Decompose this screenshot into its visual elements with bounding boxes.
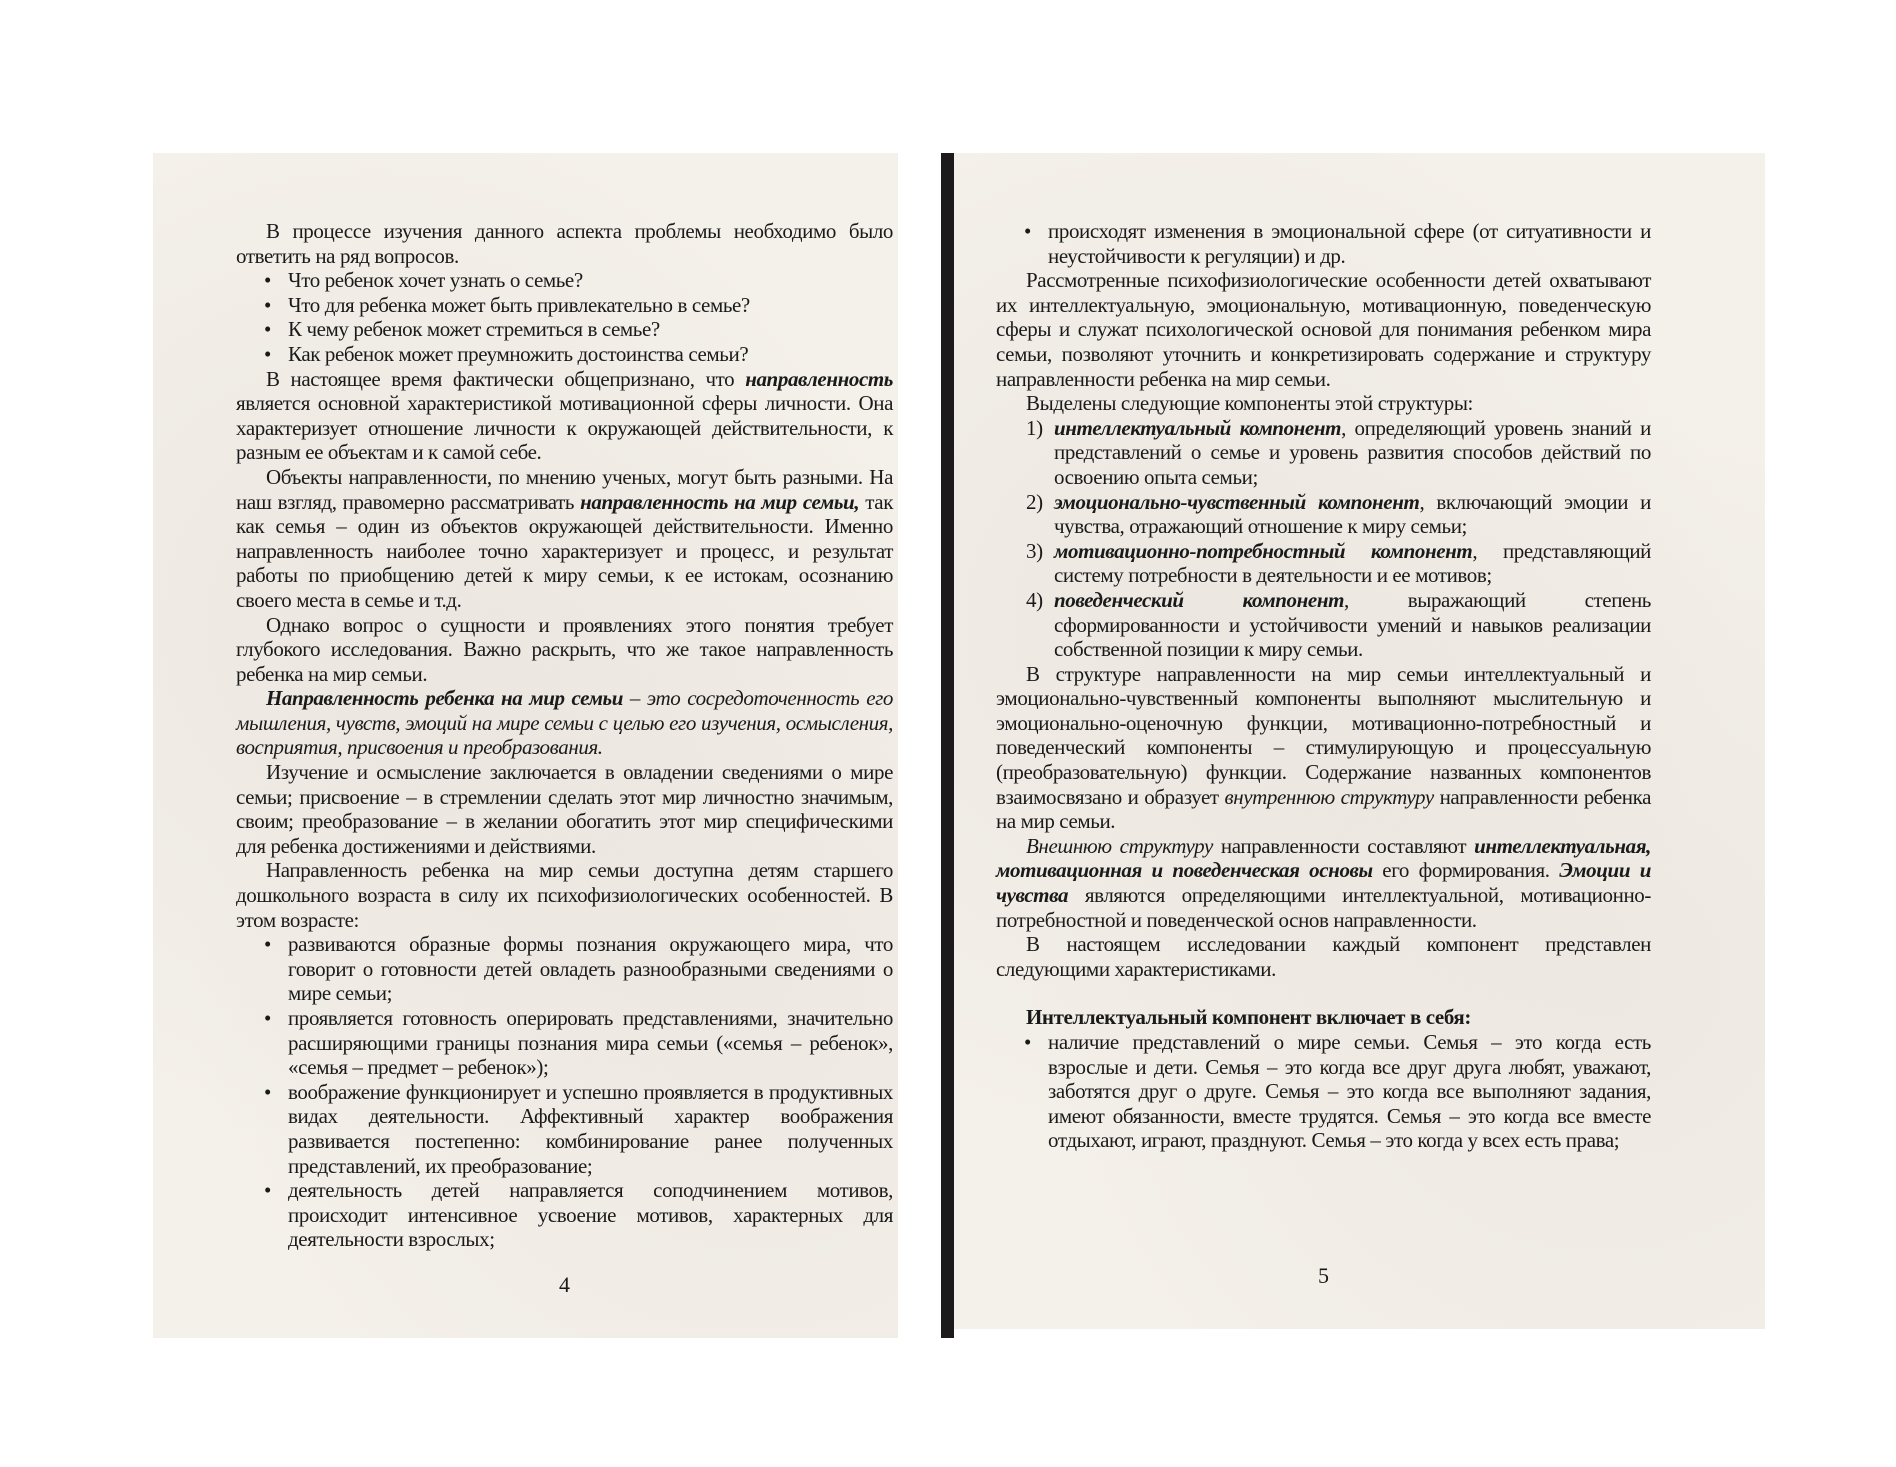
book-spine bbox=[941, 153, 954, 1338]
emphasized-term: направленность bbox=[745, 366, 893, 391]
text-run: являются определяющими интеллектуальной, мотивационно-потребностной и поведенческой основ направленности. bbox=[996, 883, 1651, 932]
numbered-item bbox=[996, 588, 1651, 662]
numbered-item bbox=[996, 539, 1651, 588]
list-number: 1) bbox=[1026, 415, 1043, 440]
text-run: воображение функционирует и успешно проявляется в продуктивных видах деятельности. Аффективный характер воображения развивается постепенно: комбинирование ранее полученных представлений, их преобразование; bbox=[288, 1079, 893, 1178]
paragraph bbox=[236, 760, 893, 858]
text-run: В процессе изучения данного аспекта проблемы необходимо было ответить на ряд вопросов. bbox=[236, 219, 893, 268]
emphasized-term: интеллектуальный компонент bbox=[1054, 415, 1342, 440]
text-run: Интеллектуальный компонент включает в себя: bbox=[1026, 1005, 1471, 1030]
bullet-icon: • bbox=[264, 1006, 271, 1030]
numbered-item bbox=[996, 490, 1651, 539]
text-run: проявляется готовность оперировать представлениями, значительно расширяющими границы познания мира семьи («семья – ребенок», «семья – предмет – ребенок»); bbox=[288, 1006, 893, 1080]
emphasized-term: мотивационно-потребностный компонент bbox=[1054, 538, 1473, 563]
paragraph bbox=[236, 219, 893, 268]
text-run: , выражающий степень сформированности и устойчивости умений и навыков реализации собственной позиции к миру семьи. bbox=[1054, 587, 1651, 662]
list-number: 2) bbox=[1026, 489, 1043, 514]
text-run: направленности составляют bbox=[1212, 833, 1475, 858]
bullet-icon: • bbox=[264, 932, 271, 957]
text-run: является основной характеристикой мотивационной сферы личности. Она характеризует отношение личности к окружающей действительности, к разным ее объектам и к самой себе. bbox=[236, 391, 893, 465]
text-run: Направленность ребенка на мир семьи доступна детям старшего дошкольного возраста в силу их психофизиологических особенностей. В этом возрасте: bbox=[236, 858, 893, 932]
paragraph bbox=[236, 367, 893, 465]
bullet-item bbox=[996, 219, 1651, 268]
text-run: Как ребенок может преумножить достоинства семьи? bbox=[288, 341, 749, 366]
bullet-item bbox=[236, 1178, 893, 1252]
bullet-icon: • bbox=[1024, 1030, 1031, 1054]
text-run: Выделены следующие компоненты этой структуры: bbox=[1026, 391, 1473, 416]
text-run: наличие представлений о мире семьи. Семья – это когда есть взрослые и дети. Семья – это когда все друг друга любят, уважают, заботятся друг о друге. Семья – это когда все выполняют задания, имеют обязанности, вместе трудятся. Семья – это когда все вместе отдыхают, играют, празднуют. Семья – это когда у всех есть права; bbox=[1048, 1030, 1651, 1153]
paragraph bbox=[236, 858, 893, 932]
page-text bbox=[236, 219, 893, 1252]
text-run: его формирования. bbox=[1372, 858, 1560, 883]
text-run: Рассмотренные психофизиологические особенности детей охватывают их интеллектуальную, эмоциональную, мотивационную, поведенческую сферы и служат психологической основой для понимания ребенком мира семьи, позволяют уточнить и конкретизировать содержание и структуру направленности ребенка на мир семьи. bbox=[996, 268, 1651, 391]
page-text bbox=[996, 219, 1651, 1153]
emphasized-term: Направленность ребенка на мир семьи bbox=[266, 686, 624, 711]
bullet-icon: • bbox=[264, 341, 271, 366]
list-number: 4) bbox=[1026, 587, 1043, 612]
paragraph bbox=[996, 662, 1651, 834]
paragraph bbox=[236, 465, 893, 613]
text-run: В настоящем исследовании каждый компонент представлен следующими характеристиками. bbox=[996, 932, 1651, 981]
bullet-item bbox=[236, 317, 893, 342]
text-run: , включающий эмоции и чувства, отражающий отношение к миру семьи; bbox=[1054, 489, 1651, 539]
bullet-icon: • bbox=[264, 1178, 271, 1203]
paragraph bbox=[996, 268, 1651, 391]
text-run: Что ребенок хочет узнать о семье? bbox=[288, 268, 583, 293]
text-run: Что для ребенка может быть привлекательно в семье? bbox=[288, 292, 750, 317]
bullet-icon: • bbox=[264, 1079, 271, 1104]
italic-text: Внешнюю структуру bbox=[1026, 833, 1213, 858]
paragraph bbox=[996, 391, 1651, 416]
emphasized-term: поведенческий компонент bbox=[1054, 587, 1345, 612]
numbered-item bbox=[996, 416, 1651, 490]
text-run: Изучение и осмысление заключается в овладении сведениями о мире семьи; присвоение – в стремлении сделать этот мир личностно значимым, своим; преобразование – в желании обогатить этот мир специфическими для ребенка достижениями и действиями. bbox=[236, 760, 893, 858]
emphasized-term: направленность на мир семьи, bbox=[580, 489, 860, 514]
paragraph bbox=[236, 686, 893, 760]
emphasized-term: интеллектуальная, мотивационная и поведенческая основы bbox=[996, 833, 1651, 883]
emphasized-term: эмоционально-чувственный компонент bbox=[1054, 489, 1420, 514]
paragraph bbox=[996, 932, 1651, 981]
text-run: , представляющий систему потребности в деятельности и ее мотивов; bbox=[1054, 538, 1651, 588]
text-run: направленности ребенка на мир семьи. bbox=[996, 784, 1652, 834]
text-run: В настоящее время фактически общепризнано, что bbox=[266, 366, 746, 391]
text-run: развиваются образные формы познания окружающего мира, что говорит о готовности детей овладеть разнообразными сведениями о мире семьи; bbox=[288, 932, 893, 1006]
page-number: 4 bbox=[559, 1271, 570, 1297]
bullet-item bbox=[236, 1080, 893, 1178]
book-page-left bbox=[153, 153, 898, 1338]
text-run: деятельность детей направляется соподчинением мотивов, происходит интенсивное усвоение мотивов, характерных для деятельности взрослых; bbox=[288, 1178, 893, 1252]
bullet-icon: • bbox=[1024, 219, 1031, 243]
bullet-item bbox=[236, 1006, 893, 1080]
section-heading bbox=[996, 1005, 1651, 1030]
bullet-icon: • bbox=[264, 292, 271, 317]
bullet-item bbox=[236, 932, 893, 1006]
italic-text: – это сосредоточенность его мышления, чувств, эмоций на мире семьи с целью его изучения, осмысления, восприятия, присвоения и преобразования. bbox=[236, 686, 894, 760]
text-run: Объекты направленности, по мнению ученых, могут быть разными. На наш взгляд, правомерно рассматривать bbox=[236, 464, 893, 514]
emphasized-term: Эмоции и чувства bbox=[996, 858, 1651, 908]
text-run: В структуре направленности на мир семьи интеллектуальный и эмоционально-чувственный компоненты выполняют мыслительную и эмоционально-оценочную функции, мотивационно-потребностный и поведенческий компоненты – стимулирующую и процессуальную (преобразовательную) функции. Содержание названных компонентов взаимосвязано и образует bbox=[996, 661, 1651, 809]
list-number: 3) bbox=[1026, 538, 1043, 563]
bullet-item bbox=[236, 268, 893, 293]
text-run: К чему ребенок может стремиться в семье? bbox=[288, 317, 660, 342]
bullet-item bbox=[236, 293, 893, 318]
paragraph bbox=[996, 834, 1651, 932]
text-run: происходят изменения в эмоциональной сфере (от ситуативности и неустойчивости к регуляции) и др. bbox=[1048, 219, 1651, 268]
paragraph bbox=[236, 613, 893, 687]
book-page-right bbox=[941, 153, 1765, 1329]
page-number: 5 bbox=[1318, 1263, 1329, 1288]
italic-text: внутреннюю структуру bbox=[1224, 784, 1434, 809]
bullet-item bbox=[996, 1030, 1651, 1153]
text-run: , определяющий уровень знаний и представлений о семье и уровень развития способов действий по освоению опыта семьи; bbox=[1054, 415, 1651, 489]
text-run: Однако вопрос о сущности и проявлениях этого понятия требует глубокого исследования. Важно раскрыть, что же такое направленность ребенка на мир семьи. bbox=[236, 612, 893, 686]
bullet-item bbox=[236, 342, 893, 367]
bullet-icon: • bbox=[264, 268, 271, 293]
text-run: так как семья – один из объектов окружающей действительности. Именно направленность наиболее точно характеризует и процесс, и результат работы по приобщению детей к миру семьи, к ее истокам, осознанию своего места в семье и т.д. bbox=[236, 489, 894, 612]
bullet-icon: • bbox=[264, 317, 271, 342]
